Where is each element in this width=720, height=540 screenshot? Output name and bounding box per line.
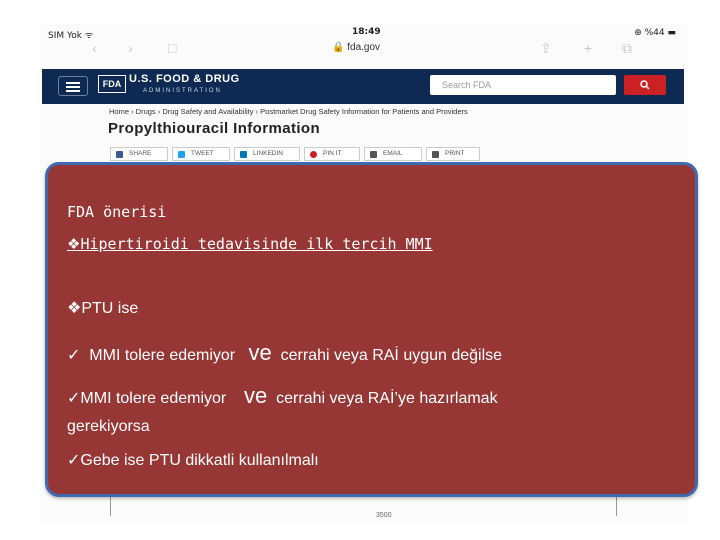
recommendation-line-1: [67, 235, 433, 253]
share-label: SHARE: [129, 150, 152, 157]
clock: 18:49: [352, 27, 381, 37]
new-tab-icon[interactable]: +: [584, 40, 593, 56]
share-label: EMAIL: [383, 150, 403, 157]
recommendation-line-4: [67, 383, 498, 409]
facebook-icon: [116, 151, 123, 158]
battery-indicator: ⊕ %44 ▬: [634, 28, 676, 38]
line-3-condition: cerrahi veya RAİ uygun değilse: [280, 347, 503, 364]
print-icon: [432, 151, 439, 158]
breadcrumb[interactable]: Home › Drugs › Drug Safety and Availability › Postmarket Drug Safety Information for Patients and Providers: [109, 107, 468, 116]
recommendation-line-2: [67, 298, 138, 318]
search-button[interactable]: [624, 75, 666, 95]
line-4-text: MMI tolere edemiyor: [80, 390, 227, 407]
share-label: LINKEDIN: [253, 150, 283, 157]
tabs-icon[interactable]: ⧉: [622, 40, 632, 56]
share-twitter-button[interactable]: [172, 147, 230, 161]
print-button[interactable]: [426, 147, 480, 161]
search-icon: [640, 80, 650, 90]
agency-subtitle: ADMINISTRATION: [143, 88, 222, 94]
share-linkedin-button[interactable]: [234, 147, 300, 161]
share-icon[interactable]: ⇪: [540, 40, 552, 56]
share-email-button[interactable]: [364, 147, 422, 161]
menu-button[interactable]: [58, 76, 88, 96]
twitter-icon: [178, 151, 185, 158]
line-3-text: MMI tolere edemiyor: [89, 347, 236, 364]
search-input[interactable]: Search FDA: [430, 75, 616, 95]
recommendation-box: [45, 162, 698, 497]
share-label: PRINT: [445, 150, 465, 157]
check-bullet-icon: ✓: [67, 388, 81, 407]
line-4-condition: cerrahi veya RAİ’ye hazırlamak: [276, 390, 498, 407]
share-facebook-button[interactable]: [110, 147, 168, 161]
line-6-text: Gebe ise PTU dikkatli kullanılmalı: [80, 452, 319, 469]
agency-name: U.S. FOOD & DRUG: [129, 73, 240, 85]
share-pinterest-button[interactable]: [304, 147, 360, 161]
line-1-text: Hipertiroidi tedavisinde ilk tercih MMI: [80, 235, 433, 253]
check-bullet-icon: ✓: [67, 450, 81, 469]
footer-fragment: 3500: [376, 512, 392, 519]
share-label: PIN IT: [323, 150, 342, 157]
share-label: TWEET: [191, 150, 214, 157]
box-heading: FDA önerisi: [67, 203, 167, 221]
recommendation-line-5: gerekiyorsa: [67, 418, 150, 435]
check-bullet-icon: ✓: [67, 345, 81, 364]
pinterest-icon: [310, 151, 317, 158]
back-icon[interactable]: ‹: [92, 40, 97, 56]
email-icon: [370, 151, 377, 158]
diamond-bullet-icon: ❖: [67, 298, 82, 317]
recommendation-line-6: [67, 450, 319, 470]
connector-ve: ve: [244, 383, 268, 408]
site-header: [42, 69, 684, 104]
connector-ve: ve: [248, 340, 272, 365]
page-title: Propylthiouracil Information: [108, 120, 321, 137]
divider: [110, 494, 111, 516]
forward-icon[interactable]: ›: [128, 40, 133, 56]
recommendation-line-3: [67, 340, 502, 366]
bookmarks-icon[interactable]: □: [168, 40, 177, 56]
carrier-label: SIM Yok ᯤ: [48, 31, 94, 41]
diamond-bullet-icon: ❖: [67, 235, 81, 253]
browser-toolbar: [40, 38, 688, 60]
divider: [616, 494, 617, 516]
fda-logo[interactable]: FDA: [98, 75, 126, 93]
linkedin-icon: [240, 151, 247, 158]
url-field[interactable]: 🔒 fda.gov: [332, 42, 381, 53]
line-2-text: PTU ise: [81, 300, 139, 317]
